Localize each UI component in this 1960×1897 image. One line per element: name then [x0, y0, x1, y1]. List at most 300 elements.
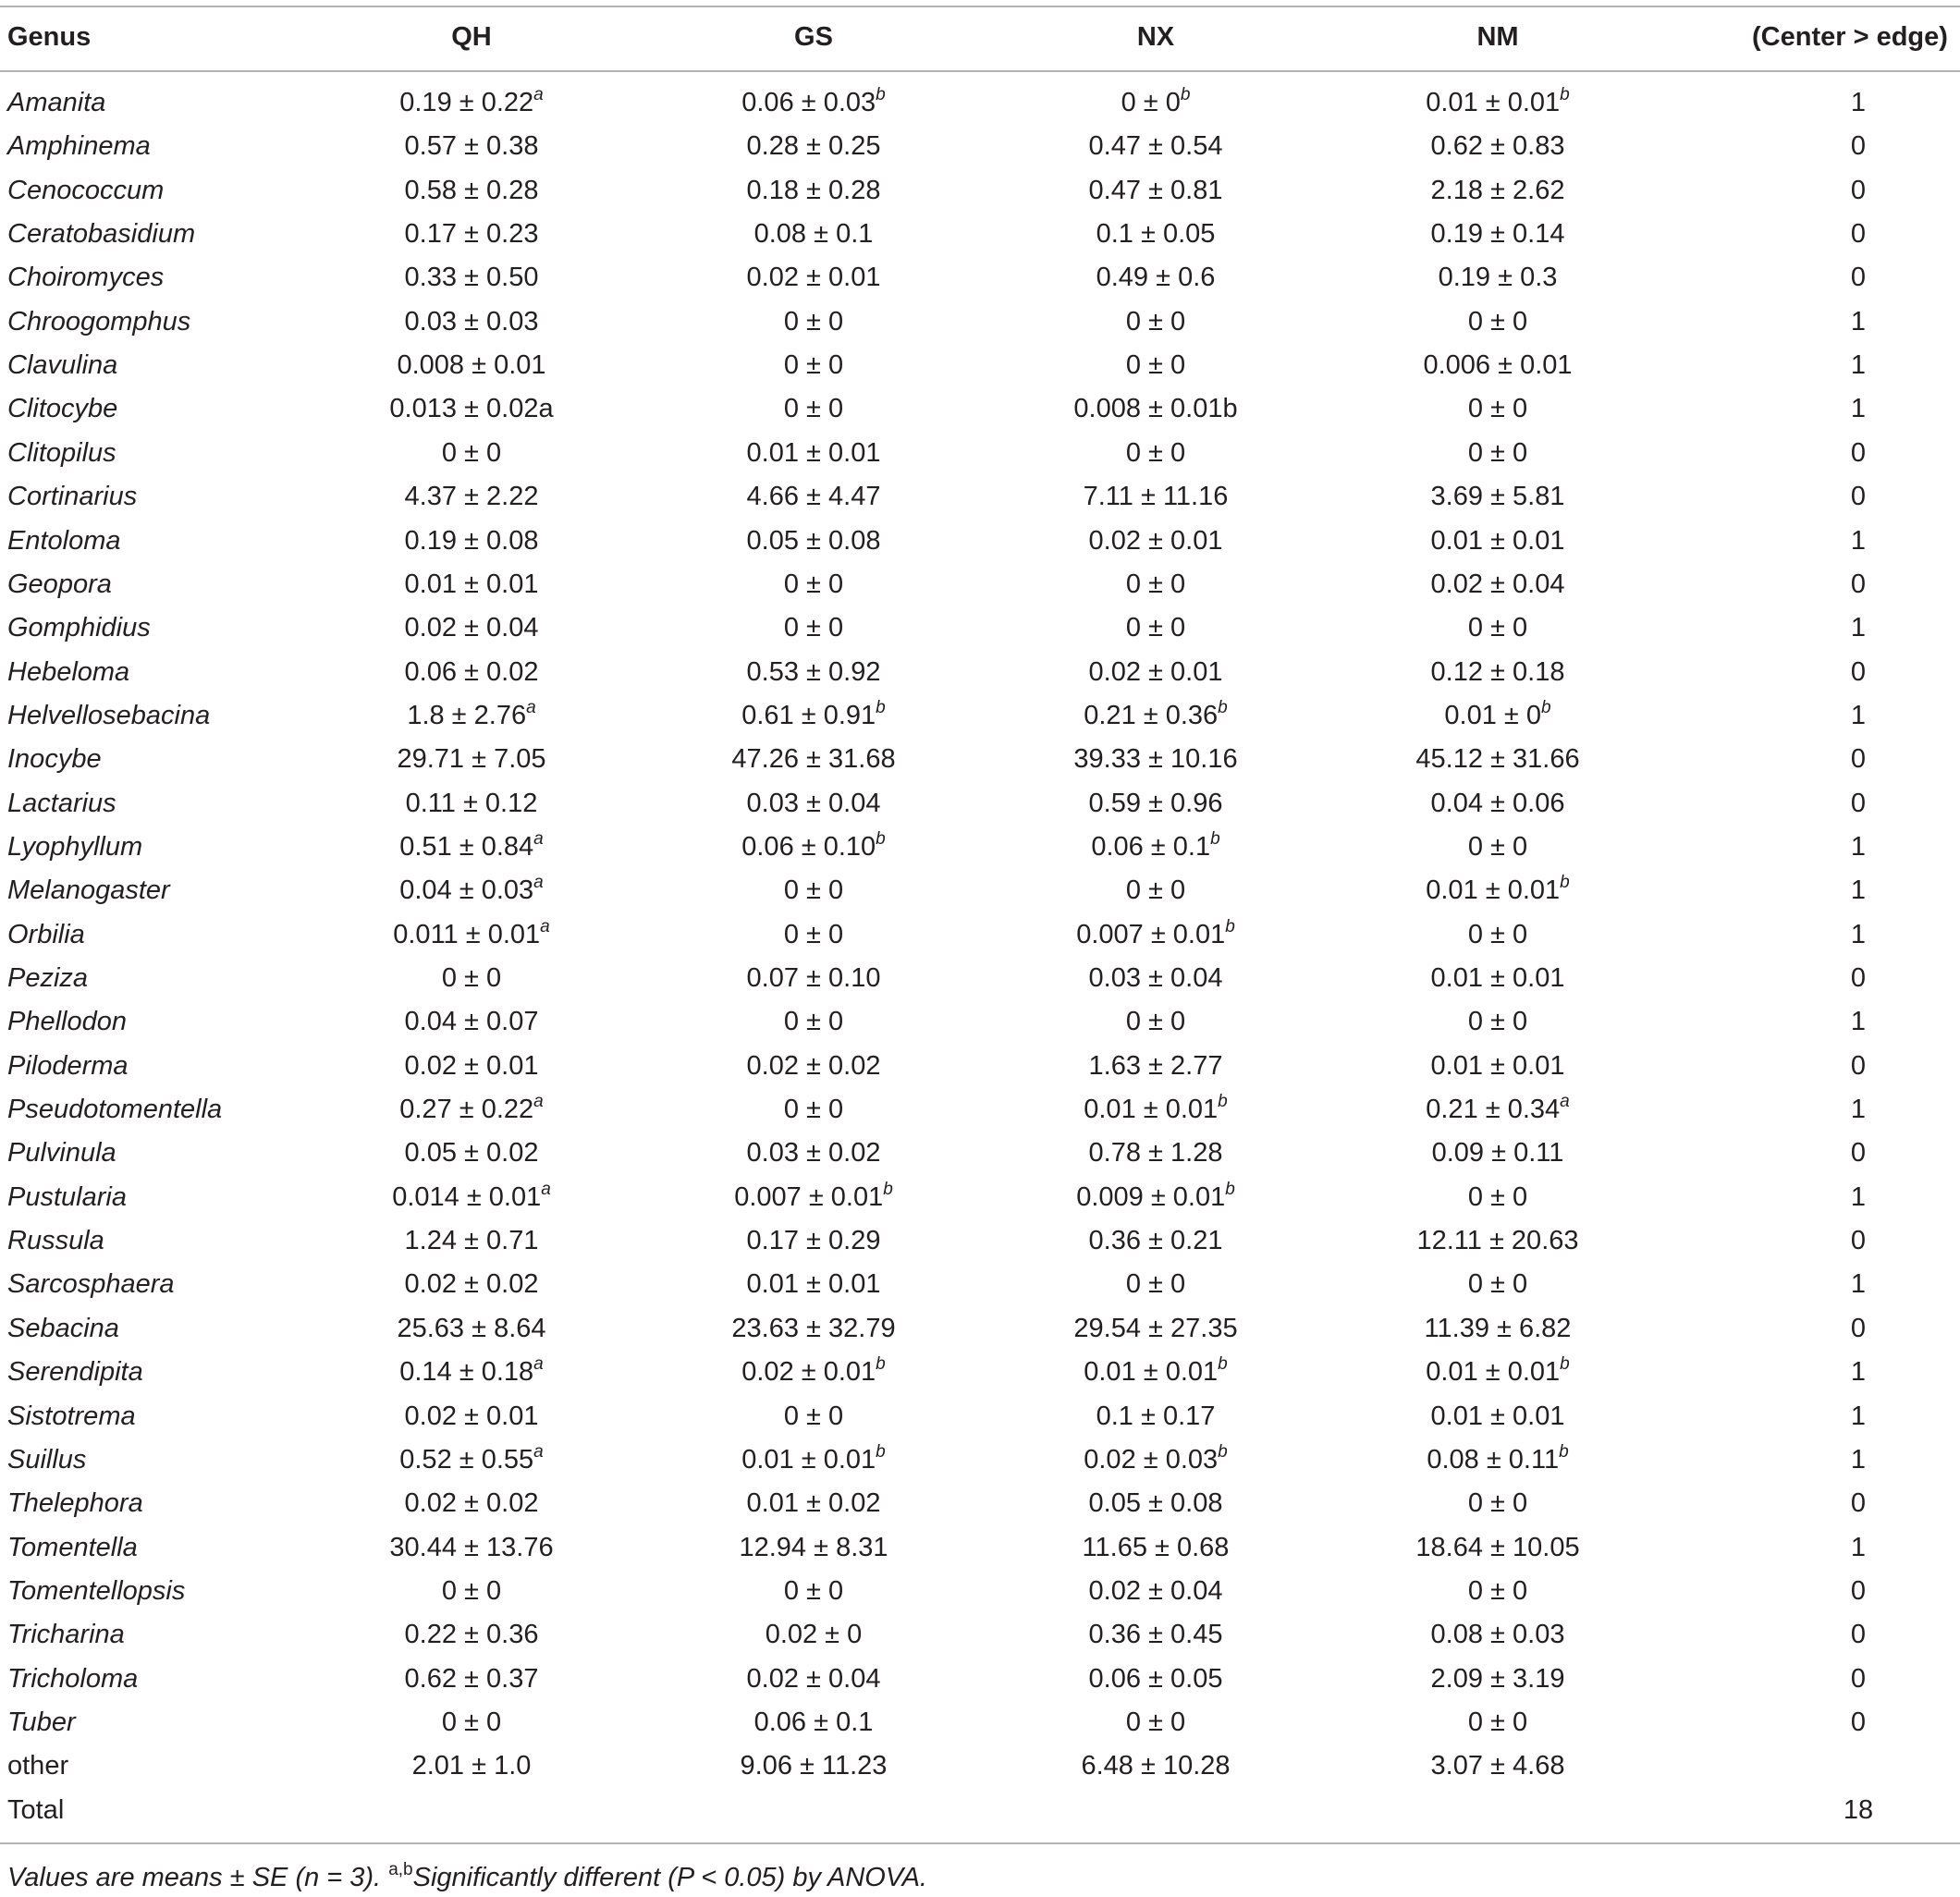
genus-cell: Helvellosebacina: [7, 700, 211, 730]
gs-value: 0 ± 0: [783, 1401, 844, 1431]
nx-significance-letter: b: [1218, 1354, 1228, 1375]
header-genus: Genus: [7, 22, 92, 52]
qh-value: 0.04 ± 0.03: [399, 875, 534, 906]
nm-cell: [1396, 169, 1599, 213]
qh-cell: [370, 1088, 573, 1132]
nm-significance-letter: b: [1560, 873, 1570, 893]
qh-cell: [370, 1744, 573, 1788]
qh-cell: [370, 432, 573, 475]
table-row: [0, 169, 1960, 213]
center-edge-cell: 1: [1850, 525, 1867, 556]
nx-value: 0.36 ± 0.21: [1088, 1226, 1223, 1256]
table-row: [0, 1395, 1960, 1438]
qh-cell: [370, 125, 573, 168]
genus-cell: Pulvinula: [7, 1138, 116, 1169]
nm-value: 0.21 ± 0.34: [1426, 1095, 1561, 1125]
genus-cell: Clavulina: [7, 350, 118, 381]
qh-cell: [370, 1263, 573, 1306]
table-row: [0, 563, 1960, 606]
header-row: [0, 0, 1960, 74]
header-nm: NM: [1476, 22, 1519, 52]
gs-cell: [712, 300, 915, 344]
header-gs: GS: [794, 22, 833, 52]
nm-cell: [1396, 1132, 1599, 1175]
genus-cell: Gomphidius: [7, 613, 151, 643]
qh-value: 29.71 ± 7.05: [397, 744, 546, 775]
gs-cell: [712, 344, 915, 387]
nx-value: 0.1 ± 0.05: [1096, 219, 1216, 250]
table-row: [0, 1570, 1960, 1613]
center-edge-cell: 1: [1850, 1532, 1867, 1562]
nm-cell: [1396, 1395, 1599, 1438]
qh-cell: [370, 1132, 573, 1175]
qh-significance-letter: a: [533, 873, 544, 893]
gs-cell: [712, 387, 915, 431]
qh-cell: [370, 1045, 573, 1088]
nm-value: 0.19 ± 0.14: [1430, 219, 1565, 250]
gs-value: 0.02 ± 0.01: [741, 1357, 876, 1388]
gs-cell: [712, 125, 915, 168]
qh-value: 0.01 ± 0.01: [404, 569, 539, 599]
table-row: [0, 344, 1960, 387]
gs-value: 0 ± 0: [783, 1575, 844, 1606]
nm-cell: [1396, 1744, 1599, 1788]
qh-value: 0.013 ± 0.02a: [389, 394, 554, 424]
nx-significance-letter: b: [1180, 85, 1191, 104]
nx-cell: [1054, 432, 1257, 475]
nm-cell: [1396, 1307, 1599, 1351]
gs-value: 0 ± 0: [783, 306, 844, 337]
qh-cell: [370, 1658, 573, 1701]
nm-value: 0.09 ± 0.11: [1431, 1138, 1564, 1169]
qh-cell: [370, 1176, 573, 1219]
nm-significance-letter: b: [1560, 85, 1570, 104]
nx-cell: [1054, 387, 1257, 431]
footnote-superscript: a,b: [388, 1860, 413, 1879]
nx-cell: [1054, 520, 1257, 563]
nm-cell: [1396, 1613, 1599, 1657]
genus-cell: Clitocybe: [7, 394, 118, 424]
header-rule: [0, 70, 1960, 72]
nx-cell: [1054, 1307, 1257, 1351]
gs-cell: [712, 694, 915, 738]
gs-value: 0.07 ± 0.10: [746, 963, 881, 993]
genus-cell: Pustularia: [7, 1181, 127, 1212]
qh-value: 0.27 ± 0.22: [399, 1095, 534, 1125]
nm-cell: [1396, 475, 1599, 519]
gs-value: 12.94 ± 8.31: [739, 1532, 888, 1562]
center-edge-cell: [1794, 1744, 1923, 1788]
qh-value: 0.11 ± 0.12: [405, 788, 538, 818]
gs-cell: [712, 1658, 915, 1701]
qh-cell: [370, 651, 573, 694]
gs-cell: [712, 782, 915, 826]
qh-cell: [370, 344, 573, 387]
nm-cell: [1396, 563, 1599, 606]
center-edge-cell: 0: [1850, 482, 1867, 512]
qh-value: 0.14 ± 0.18: [399, 1357, 534, 1388]
nm-value: 0.01 ± 0: [1444, 700, 1542, 730]
table-row: [0, 125, 1960, 168]
gs-value: 0.18 ± 0.28: [746, 175, 881, 205]
gs-cell: [712, 1045, 915, 1088]
genus-cell: Chroogomphus: [7, 306, 191, 337]
nm-value: 0 ± 0: [1467, 919, 1528, 949]
nx-cell: [1054, 344, 1257, 387]
center-edge-cell: 1: [1850, 1444, 1867, 1475]
nm-cell: [1396, 344, 1599, 387]
qh-cell: [370, 563, 573, 606]
genus-cell: Sistotrema: [7, 1401, 136, 1431]
gs-value: 0.007 ± 0.01: [734, 1181, 884, 1212]
nx-cell: [1054, 1482, 1257, 1525]
qh-cell: [370, 1482, 573, 1525]
table-row: [0, 1351, 1960, 1394]
center-edge-cell: 1: [1850, 350, 1867, 381]
nx-value: 0.02 ± 0.01: [1088, 656, 1223, 687]
nx-cell: [1054, 1219, 1257, 1263]
genus-cell: Melanogaster: [7, 875, 170, 906]
nx-value: 0.02 ± 0.01: [1088, 525, 1223, 556]
gs-cell: [712, 1482, 915, 1525]
gs-value: 0.01 ± 0.01: [746, 1269, 881, 1300]
nx-value: 0.008 ± 0.01b: [1073, 394, 1238, 424]
gs-cell: [712, 563, 915, 606]
nx-value: 0.36 ± 0.45: [1088, 1620, 1223, 1650]
nx-value: 0.02 ± 0.03: [1084, 1444, 1219, 1475]
genus-cell: Tricholoma: [7, 1663, 139, 1694]
nx-value: 0.59 ± 0.96: [1088, 788, 1223, 818]
nm-value: 0 ± 0: [1467, 1181, 1528, 1212]
qh-cell: [370, 1526, 573, 1570]
gs-cell: [712, 432, 915, 475]
gs-cell: [712, 1613, 915, 1657]
table-row: [0, 1307, 1960, 1351]
nm-value: 0.08 ± 0.11: [1427, 1444, 1560, 1475]
table-row: [0, 1658, 1960, 1701]
qh-value: 0.014 ± 0.01: [392, 1181, 542, 1212]
nx-cell: [1054, 81, 1257, 125]
center-edge-cell: 1: [1850, 831, 1867, 862]
gs-cell: [712, 169, 915, 213]
center-edge-cell: 1: [1850, 700, 1867, 730]
gs-value: 0 ± 0: [783, 919, 844, 949]
qh-cell: [370, 782, 573, 826]
nm-cell: [1396, 651, 1599, 694]
qh-value: 4.37 ± 2.22: [404, 482, 539, 512]
qh-cell: [370, 826, 573, 869]
nm-significance-letter: b: [1559, 1441, 1569, 1462]
qh-cell: [370, 1307, 573, 1351]
nx-value: 0.05 ± 0.08: [1088, 1488, 1223, 1519]
gs-value: 0.01 ± 0.01: [741, 1444, 876, 1475]
qh-value: 0.52 ± 0.55: [399, 1444, 534, 1475]
gs-value: 0.02 ± 0.01: [746, 263, 881, 293]
header-center-edge: (Center > edge): [1752, 22, 1948, 52]
gs-value: 0.02 ± 0.04: [746, 1663, 881, 1694]
table-row: [0, 694, 1960, 738]
qh-cell: [370, 1000, 573, 1044]
nm-value: 12.11 ± 20.63: [1416, 1226, 1579, 1256]
qh-value: 0 ± 0: [441, 437, 502, 468]
genus-cell: Tomentella: [7, 1532, 138, 1562]
center-edge-cell: 1: [1850, 1401, 1867, 1431]
gs-value: 0 ± 0: [783, 1095, 844, 1125]
center-edge-cell: 1: [1850, 1007, 1867, 1037]
nx-cell: [1054, 475, 1257, 519]
qh-value: 0 ± 0: [441, 963, 502, 993]
qh-cell: [370, 694, 573, 738]
table-row: [0, 256, 1960, 300]
table-row: [0, 957, 1960, 1000]
table-footnote: [7, 1858, 927, 1897]
nx-value: 7.11 ± 11.16: [1083, 482, 1229, 512]
center-edge-cell: 0: [1850, 1313, 1867, 1343]
table-row: [0, 913, 1960, 957]
center-edge-cell: 0: [1850, 131, 1867, 162]
qh-cell: [370, 1789, 573, 1832]
qh-cell: [370, 1613, 573, 1657]
nm-cell: [1396, 125, 1599, 168]
gs-cell: [712, 1088, 915, 1132]
nx-cell: [1054, 1395, 1257, 1438]
gs-cell: [712, 606, 915, 650]
gs-value: 0.17 ± 0.29: [746, 1226, 881, 1256]
genus-cell: Cortinarius: [7, 482, 138, 512]
table-row: [0, 387, 1960, 431]
qh-significance-letter: a: [533, 85, 544, 104]
gs-value: 4.66 ± 4.47: [746, 482, 881, 512]
gs-cell: [712, 1219, 915, 1263]
gs-value: 0 ± 0: [783, 1007, 844, 1037]
qh-value: 0.51 ± 0.84: [399, 831, 534, 862]
table-row: [0, 1744, 1960, 1788]
genus-cell: Lyophyllum: [7, 831, 143, 862]
nm-value: 45.12 ± 31.66: [1415, 744, 1580, 775]
nx-cell: [1054, 1351, 1257, 1394]
qh-cell: [370, 300, 573, 344]
nm-value: 0.02 ± 0.04: [1430, 569, 1565, 599]
nm-value: 0.01 ± 0.01: [1430, 525, 1565, 556]
nx-cell: [1054, 169, 1257, 213]
nx-cell: [1054, 1789, 1257, 1832]
table-row: [0, 1132, 1960, 1175]
gs-significance-letter: b: [876, 828, 886, 849]
nx-value: 0.78 ± 1.28: [1088, 1138, 1223, 1169]
nm-cell: [1396, 1438, 1599, 1482]
center-edge-cell: 0: [1850, 1050, 1867, 1081]
nm-cell: [1396, 520, 1599, 563]
qh-value: 25.63 ± 8.64: [397, 1313, 546, 1343]
table-row: [0, 1482, 1960, 1525]
nm-value: 0.04 ± 0.06: [1430, 788, 1565, 818]
nm-value: 18.64 ± 10.05: [1415, 1532, 1580, 1562]
qh-value: 0.02 ± 0.01: [404, 1401, 539, 1431]
qh-value: 1.24 ± 0.71: [404, 1226, 539, 1256]
gs-value: 0 ± 0: [783, 875, 844, 906]
qh-value: 0.33 ± 0.50: [404, 263, 539, 293]
nm-value: 0.01 ± 0.01: [1426, 88, 1561, 117]
gs-value: 0.01 ± 0.02: [746, 1488, 881, 1519]
center-edge-cell: 1: [1850, 1269, 1867, 1300]
center-edge-cell: 1: [1850, 1181, 1867, 1212]
nm-value: 0 ± 0: [1467, 1488, 1528, 1519]
table-row: [0, 651, 1960, 694]
gs-value: 0.05 ± 0.08: [746, 525, 881, 556]
nm-value: 0.19 ± 0.3: [1438, 263, 1558, 293]
nm-value: 0.01 ± 0.01: [1426, 1357, 1561, 1388]
genus-cell: Piloderma: [7, 1050, 129, 1081]
gs-value: 0.08 ± 0.1: [753, 219, 874, 250]
qh-value: 0.58 ± 0.28: [404, 175, 539, 205]
qh-cell: [370, 1351, 573, 1394]
nx-value: 0.009 ± 0.01: [1076, 1181, 1226, 1212]
nm-value: 0 ± 0: [1467, 1707, 1528, 1737]
genus-cell: Tuber: [7, 1707, 76, 1737]
qh-value: 0.17 ± 0.23: [404, 219, 539, 250]
nm-value: 0.01 ± 0.01: [1430, 1050, 1565, 1081]
nx-cell: [1054, 125, 1257, 168]
table-row: [0, 1701, 1960, 1744]
nx-value: 0 ± 0: [1125, 1269, 1186, 1300]
table-row: [0, 1438, 1960, 1482]
nm-cell: [1396, 869, 1599, 912]
genus-cell: Choiromyces: [7, 263, 165, 293]
nx-value: 0.01 ± 0.01: [1084, 1357, 1219, 1388]
nm-cell: [1396, 826, 1599, 869]
nx-value: 0 ± 0: [1125, 306, 1186, 337]
nx-value: 0 ± 0: [1125, 613, 1186, 643]
nm-value: 0.006 ± 0.01: [1423, 350, 1573, 381]
nm-value: 0.62 ± 0.83: [1430, 131, 1565, 162]
nm-value: 0.12 ± 0.18: [1430, 656, 1565, 687]
qh-value: 0.02 ± 0.01: [404, 1050, 539, 1081]
gs-cell: [712, 869, 915, 912]
center-edge-cell: 0: [1850, 1488, 1867, 1519]
nx-value: 0 ± 0: [1125, 569, 1186, 599]
gs-value: 0.06 ± 0.1: [753, 1707, 874, 1737]
nm-value: 3.69 ± 5.81: [1430, 482, 1565, 512]
center-edge-cell: 0: [1850, 263, 1867, 293]
qh-value: 0.22 ± 0.36: [404, 1620, 539, 1650]
nm-value: 0 ± 0: [1467, 394, 1528, 424]
nm-cell: [1396, 1000, 1599, 1044]
nx-cell: [1054, 738, 1257, 781]
gs-cell: [712, 957, 915, 1000]
table-row: [0, 1526, 1960, 1570]
gs-value: 47.26 ± 31.68: [731, 744, 896, 775]
gs-cell: [712, 1176, 915, 1219]
center-edge-cell: 0: [1850, 219, 1867, 250]
nm-cell: [1396, 1701, 1599, 1744]
qh-value: 0.008 ± 0.01: [397, 350, 546, 381]
nx-cell: [1054, 1263, 1257, 1306]
qh-value: 0.02 ± 0.02: [404, 1269, 539, 1300]
nm-cell: [1396, 1045, 1599, 1088]
gs-value: 0 ± 0: [783, 569, 844, 599]
gs-value: 9.06 ± 11.23: [740, 1751, 888, 1781]
qh-significance-letter: a: [533, 1092, 544, 1112]
gs-cell: [712, 213, 915, 256]
genus-cell: Suillus: [7, 1444, 87, 1475]
nm-cell: [1396, 738, 1599, 781]
nm-significance-letter: b: [1560, 1354, 1570, 1375]
genus-cell: Thelephora: [7, 1488, 143, 1519]
gs-significance-letter: b: [883, 1179, 893, 1199]
qh-value: 0.02 ± 0.02: [404, 1488, 539, 1519]
nm-value: 11.39 ± 6.82: [1424, 1313, 1572, 1343]
qh-value: 2.01 ± 1.0: [411, 1751, 532, 1781]
table-row: [0, 782, 1960, 826]
header-nx: NX: [1136, 22, 1175, 52]
nm-value: 0 ± 0: [1467, 437, 1528, 468]
gs-value: 0.02 ± 0.02: [746, 1050, 881, 1081]
gs-cell: [712, 256, 915, 300]
qh-cell: [370, 869, 573, 912]
qh-value: 0.05 ± 0.02: [404, 1138, 539, 1169]
nm-value: 0 ± 0: [1467, 613, 1528, 643]
gs-value: 0.01 ± 0.01: [746, 437, 881, 468]
nx-value: 0.06 ± 0.05: [1088, 1663, 1223, 1694]
nx-cell: [1054, 1176, 1257, 1219]
center-edge-cell: 0: [1850, 963, 1867, 993]
qh-cell: [370, 1570, 573, 1613]
nx-cell: [1054, 869, 1257, 912]
gs-significance-letter: b: [876, 1441, 886, 1462]
table-row: [0, 1000, 1960, 1044]
center-edge-cell: 0: [1850, 1138, 1867, 1169]
genus-cell: Total: [7, 1794, 65, 1825]
nx-value: 0.47 ± 0.54: [1088, 131, 1223, 162]
table-row: [0, 1088, 1960, 1132]
genus-cell: Clitopilus: [7, 437, 116, 468]
nm-value: 0 ± 0: [1467, 306, 1528, 337]
center-edge-cell: 0: [1850, 437, 1867, 468]
gs-value: 0.06 ± 0.03: [741, 88, 876, 117]
qh-cell: [370, 256, 573, 300]
center-edge-cell: 18: [1843, 1794, 1874, 1825]
qh-significance-letter: a: [540, 916, 550, 936]
table-row: [0, 520, 1960, 563]
qh-value: 0.02 ± 0.04: [404, 613, 539, 643]
genus-cell: Inocybe: [7, 744, 102, 775]
qh-significance-letter: a: [533, 1354, 544, 1375]
nm-cell: [1396, 300, 1599, 344]
nx-cell: [1054, 606, 1257, 650]
center-edge-cell: 0: [1850, 1226, 1867, 1256]
nm-cell: [1396, 213, 1599, 256]
table-row: [0, 1176, 1960, 1219]
nx-significance-letter: b: [1210, 828, 1220, 849]
nm-cell: [1396, 1088, 1599, 1132]
center-edge-cell: 0: [1850, 1620, 1867, 1650]
nx-value: 0.47 ± 0.81: [1088, 175, 1223, 205]
nm-value: 2.09 ± 3.19: [1430, 1663, 1565, 1694]
genus-cell: Phellodon: [7, 1007, 127, 1037]
table-row: [0, 826, 1960, 869]
genus-cell: Pseudotomentella: [7, 1095, 223, 1125]
nx-value: 0.49 ± 0.6: [1096, 263, 1216, 293]
table-row: [0, 1219, 1960, 1263]
qh-value: 30.44 ± 13.76: [389, 1532, 554, 1562]
gs-value: 0.02 ± 0: [765, 1620, 863, 1650]
nm-cell: [1396, 606, 1599, 650]
genus-cell: Cenococcum: [7, 175, 165, 205]
qh-value: 0.011 ± 0.01: [393, 919, 541, 949]
nx-cell: [1054, 826, 1257, 869]
nm-cell: [1396, 81, 1599, 125]
nm-cell: [1396, 432, 1599, 475]
